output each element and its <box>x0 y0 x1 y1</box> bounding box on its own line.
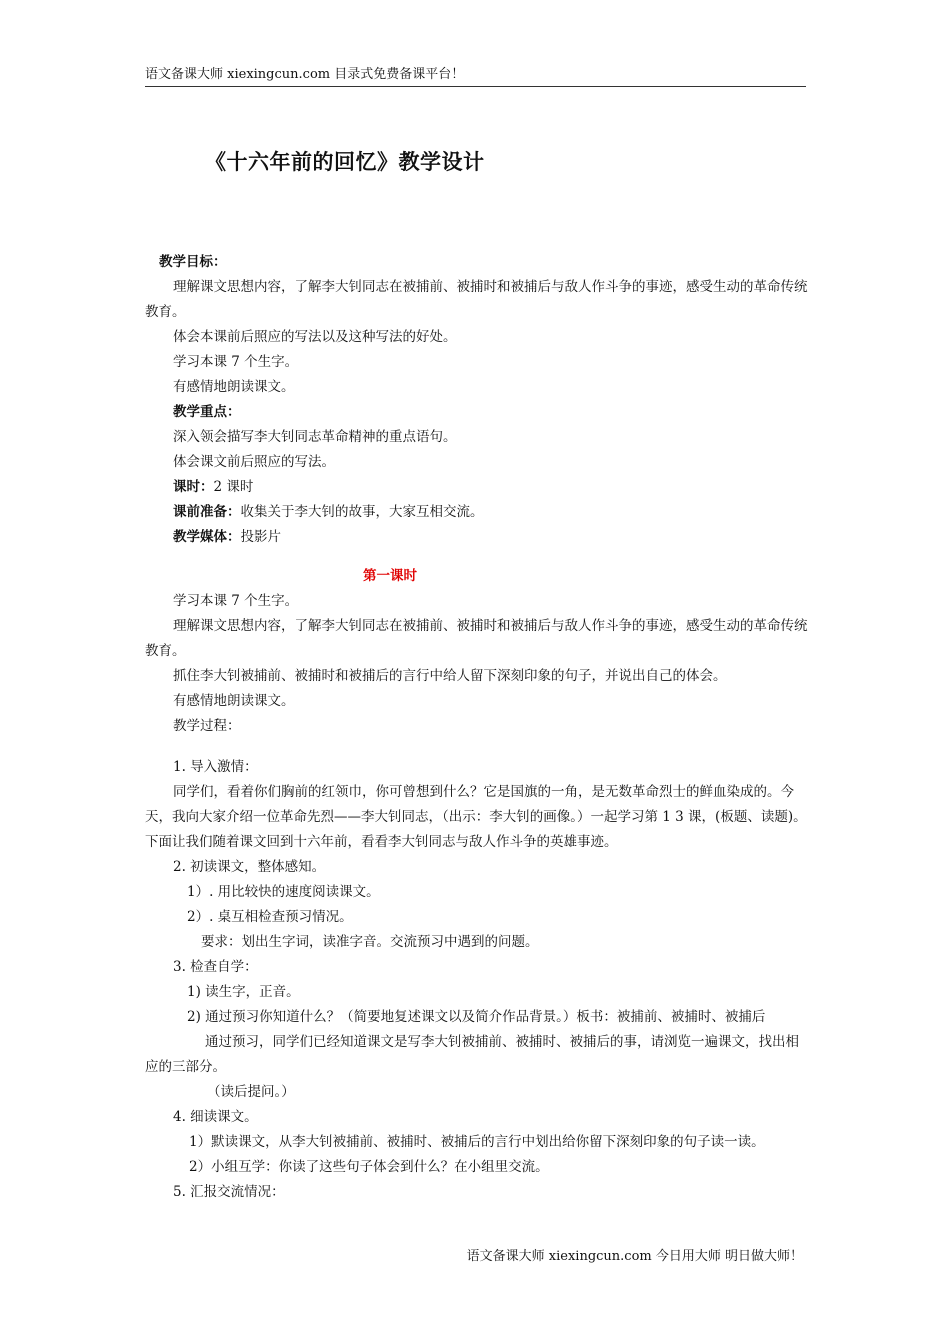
lesson-goal-item: 有感情地朗读课文。 <box>173 693 295 709</box>
page-header: 语文备课大师 xiexingcun.com 目录式免费备课平台！ <box>145 64 806 87</box>
objective-item: 理解课文思想内容，了解李大钊同志在被捕前、被捕时和被捕后与敌人作斗争的事迹，感受生动的革命传统教育。 <box>145 279 808 320</box>
step-5-heading: 5. 汇报交流情况： <box>173 1184 285 1200</box>
lesson-goal-item: 理解课文思想内容，了解李大钊同志在被捕前、被捕时和被捕后与敌人作斗争的事迹，感受生动的革命传统教育。 <box>145 618 808 659</box>
key-point-item: 体会课文前后照应的写法。 <box>173 454 335 470</box>
step-3-item: 2) 通过预习你知道什么？（简要地复述课文以及简介作品背景。）板书：被捕前、被捕时、被捕后 <box>187 1009 766 1025</box>
step-3-text: 通过预习，同学们已经知道课文是写李大钊被捕前、被捕时、被捕后的事，请浏览一遍课文，找出相应的三部分。 <box>145 1034 799 1075</box>
document-body <box>145 250 808 1205</box>
step-4-heading: 4. 细读课文。 <box>173 1109 258 1125</box>
step-4-item: 2）小组互学：你读了这些句子体会到什么？在小组里交流。 <box>189 1159 549 1175</box>
step-3-note: （读后提问。） <box>207 1084 295 1100</box>
preparation-value: 收集关于李大钊的故事，大家互相交流。 <box>240 504 484 520</box>
objectives-heading: 教学目标： <box>159 254 227 270</box>
step-2-heading: 2. 初读课文，整体感知。 <box>173 859 326 875</box>
step-2-item: 1）. 用比较快的速度阅读课文。 <box>187 884 380 900</box>
step-2-requirement: 要求：划出生字词，读准字音。交流预习中遇到的问题。 <box>201 934 539 950</box>
step-3-heading: 3. 检查自学： <box>173 959 258 975</box>
lesson-one-heading: 第一课时 <box>363 568 417 584</box>
media-line <box>145 525 808 550</box>
step-2-item: 2）. 桌互相检查预习情况。 <box>187 909 353 925</box>
key-points-heading: 教学重点： <box>173 404 241 420</box>
media-value: 投影片 <box>240 529 281 545</box>
class-hours-label: 课时： <box>173 479 214 495</box>
spacer <box>145 739 808 755</box>
preparation-line <box>145 500 808 525</box>
step-1-heading: 1. 导入激情： <box>173 759 258 775</box>
page-footer: 语文备课大师 xiexingcun.com 今日用大师 明日做大师！ <box>466 1249 803 1264</box>
objective-item: 学习本课 7 个生字。 <box>173 354 299 370</box>
preparation-label: 课前准备： <box>173 504 241 520</box>
objective-item: 体会本课前后照应的写法以及这种写法的好处。 <box>173 329 457 345</box>
objective-item: 有感情地朗读课文。 <box>173 379 295 395</box>
process-label: 教学过程： <box>173 718 241 734</box>
lesson-goal-item: 抓住李大钊被捕前、被捕时和被捕后的言行中给人留下深刻印象的句子，并说出自己的体会。 <box>173 668 727 684</box>
step-1-text: 同学们，看着你们胸前的红领巾，你可曾想到什么？它是国旗的一角，是无数革命烈士的鲜血染成的。今天，我向大家介绍一位革命先烈——李大钊同志，（出示：李大钊的画像。）一起学习第 1 3 课，(板题、读题)。下面让我们随着课文回到十六年前，看看李大钊同志与敌人作斗争的英雄事迹。 <box>145 784 807 850</box>
document-title: 《十六年前的回忆》教学设计 <box>205 150 485 174</box>
class-hours-line <box>145 475 808 500</box>
lesson-goal-item: 学习本课 7 个生字。 <box>173 593 299 609</box>
step-3-item: 1) 读生字，正音。 <box>187 984 300 1000</box>
step-4-item: 1）默读课文，从李大钊被捕前、被捕时、被捕后的言行中划出给你留下深刻印象的句子读一读。 <box>189 1134 765 1150</box>
key-point-item: 深入领会描写李大钊同志革命精神的重点语句。 <box>173 429 457 445</box>
class-hours-value: 2 课时 <box>213 479 254 495</box>
media-label: 教学媒体： <box>173 529 241 545</box>
